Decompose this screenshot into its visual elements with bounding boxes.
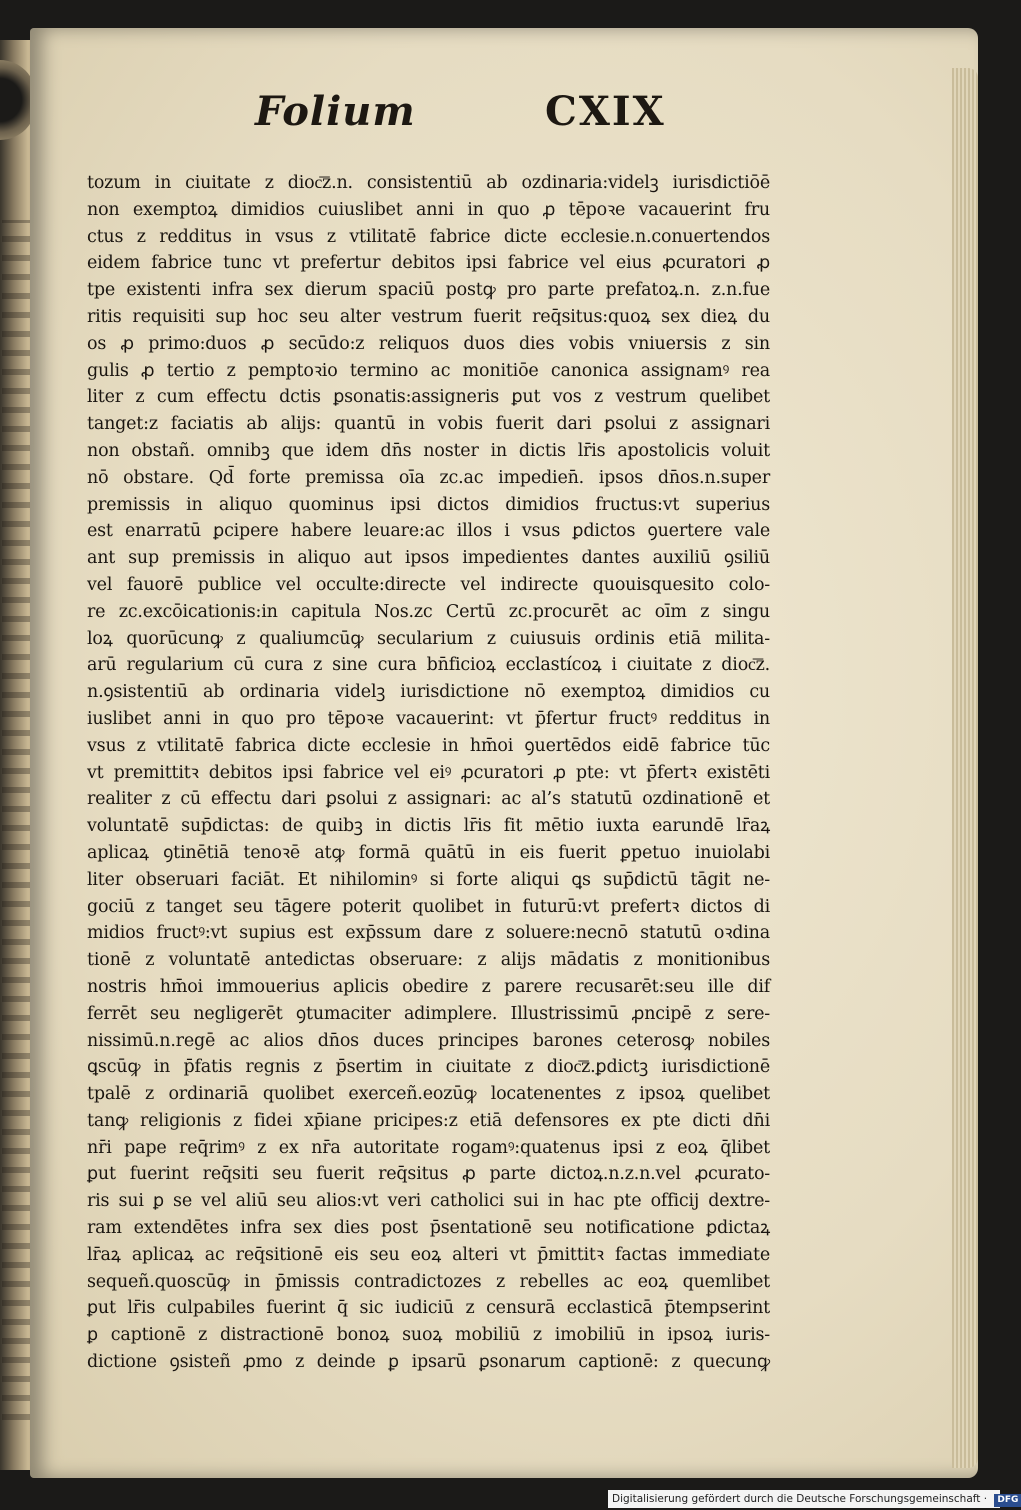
text-line: non exemptoꝝ dimidios cuiuslibet anni in quo ꝓ tēpoꝛe vacauerint fru: [87, 199, 770, 220]
credit-text: Digitalisierung gefördert durch die Deutsche Forschungsgemeinschaft ·: [612, 1493, 988, 1505]
text-line: midios fructꝰ:vt supius est exp̄ssum dare z soluere:necnō statutū oꝛdina: [87, 923, 770, 944]
text-line: ctus z redditus in vsus z vtilitatē fabrice dicte ecclesie.n.conuertendos: [87, 226, 770, 247]
text-line: dictione ꝯsisteñ ꝓmo z deinde ꝑ ipsarū ꝑsonarum captionē: z quecunꝙ: [87, 1352, 770, 1373]
text-line: ꝑut fuerint req̄siti seu fuerit req̄situs ꝓ parte dictoꝝ.n.z.n.vel ꝓcurato-: [87, 1164, 770, 1185]
text-line: tanget:z faciatis ab alijs: quantū in vobis fuerit dari ꝑsolui z assignari: [87, 414, 770, 435]
text-line: ꝗscūꝙ in p̄fatis regnis z p̄sertim in ciuitate z dioc͞z.ꝑdictꝫ iurisdictionē: [87, 1057, 770, 1078]
digitization-credit: [608, 1490, 1019, 1508]
text-line: vsus z vtilitatē fabrica dicte ecclesie in hm̄oi ꝯuertēdos eidē fabrice tūc: [87, 735, 770, 756]
text-line: gociū z tanget seu tāgere poterit quolibet in futurū:vt prefertꝛ dictos di: [87, 896, 770, 917]
text-line: tpe existenti infra sex dierum spaciū postꝙ pro parte prefatoꝝ.n. z.n.fue: [87, 280, 770, 301]
text-line: nō obstare. Qd̄ forte premissa oīa zc.ac impedien̄. ipsos dn̄os.n.super: [87, 467, 770, 488]
text-line: lr̄aꝝ aplicaꝝ ac req̄sitionē eis seu eoꝝ alteri vt p̄mittitꝛ factas immediate: [87, 1244, 770, 1265]
text-line: ritis requisiti sup hoc seu alter vestrum fuerit req̄situs:quoꝝ sex dieꝝ du: [87, 306, 770, 327]
text-line: tozum in ciuitate z dioc͞z.n. consistentiū ab ozdinaria:videlꝫ iurisdictiōē: [87, 173, 770, 193]
text-line: est enarratū ꝑcipere habere leuare:ac illos i vsus ꝑdictos ꝯuertere vale: [87, 521, 770, 542]
dfg-logo: DFG: [994, 1494, 1021, 1507]
text-line: realiter z cū effectu dari ꝑsolui z assignari: ac al’s statutū ozdinationē et: [87, 789, 770, 810]
folio-number: CXIX: [545, 88, 666, 135]
text-line: nr̄i pape req̄rimꝰ z ex nr̄a autoritate rogamꝰ:quatenus ipsi z eoꝝ q̄libet: [87, 1137, 770, 1158]
text-line: vt premittitꝛ debitos ipsi fabrice vel eiꝰ ꝓcuratori ꝓ pte: vt p̄fertꝛ existēti: [87, 762, 770, 783]
text-line: gulis ꝓ tertio z pemptoꝛio termino ac monitiōe canonica assignamꝰ rea: [87, 360, 770, 381]
text-line: arū regularium cū cura z sine cura bn̄ficioꝝ ecclastícoꝝ i ciuitate z dioc͞z.: [87, 655, 770, 676]
text-line: nissimū.n.regē ac alios dn̄os duces principes barones ceterosꝙ nobiles: [87, 1030, 770, 1051]
text-line: aplicaꝝ ꝯtinētiā tenoꝛē atꝙ formā quātū in eis fuerit ꝑpetuo inuiolabi: [87, 842, 770, 863]
folio-heading: Folium: [255, 88, 416, 135]
text-line: liter obseruari faciāt. Et nihilominꝰ si forte aliqui ꝗs sup̄dictū tāgit ne-: [87, 869, 770, 890]
text-line: nostris hm̄oi immouerius aplicis obedire z parere recusarēt:seu ille dif: [87, 976, 770, 997]
text-line: premissis in aliquo quominus ipsi dictos dimidios fructus:vt superius: [87, 494, 770, 515]
text-line: ferrēt seu negligerēt ꝯtumaciter adimplere. Illustrissimū ꝓncipē z sere-: [87, 1003, 770, 1024]
text-line: iuslibet anni in quo pro tēpoꝛe vacauerint: vt p̄fertur fructꝰ redditus in: [87, 708, 770, 729]
text-line: vel fauorē publice vel occulte:directe vel indirecte quouisquesito colo-: [87, 574, 770, 595]
text-line: tanꝙ religionis z fidei xp̄iane pricipes:z etiā defensores ex pte dicti dn̄i: [87, 1110, 770, 1131]
text-line: re zc.excōicationis:in capitula Nos.zc Certū zc.procurēt ac oīm z singu: [87, 601, 770, 622]
text-line: n.ꝯsistentiū ab ordinaria videlꝫ iurisdictione nō exemptoꝝ dimidios cu: [87, 682, 770, 703]
text-line: ꝑut lr̄is culpabiles fuerint q̄ sic iudiciū z censurā ecclasticā p̄tempserint: [87, 1298, 770, 1319]
text-line: loꝝ quorūcunꝙ z qualiumcūꝙ secularium z cuiusuis ordinis etiā milita-: [87, 628, 770, 649]
text-line: non obstañ. omnibꝫ que idem dn̄s noster in dictis lr̄is apostolicis voluit: [87, 440, 770, 461]
text-line: eidem fabrice tunc vt prefertur debitos ipsi fabrice vel eius ꝓcuratori ꝓ: [87, 253, 770, 274]
text-line: os ꝓ primo:duos ꝓ secūdo:z reliquos duos dies vobis vniuersis z sin: [87, 333, 770, 354]
text-line: ant sup premissis in aliquo aut ipsos impedientes dantes auxiliū ꝯsiliū: [87, 548, 770, 569]
text-line: sequeñ.quoscūꝙ in p̄missis contradictozes z rebelles ac eoꝝ quemlibet: [87, 1271, 770, 1292]
page-fore-edge: [952, 68, 978, 1468]
text-line: ram extendētes infra sex dies post p̄sentationē seu notificatione ꝑdictaꝝ: [87, 1218, 770, 1239]
text-line: ꝑ captionē z distractionē bonoꝝ suoꝝ mobiliū z imobiliū in ipsoꝝ iuris-: [87, 1325, 770, 1346]
text-line: liter z cum effectu dctis ꝑsonatis:assigneris ꝑut vos z vestrum quelibet: [87, 387, 770, 408]
text-line: ris sui ꝑ se vel aliū seu alios:vt veri catholici sui in hac pte officij dextre-: [87, 1191, 770, 1212]
text-line: tionē z voluntatē antedictas obseruare: z alijs mādatis z monitionibus: [87, 950, 770, 971]
text-line: tpalē z ordinariā quolibet exerceñ.eozūꝙ locatenentes z ipsoꝝ quelibet: [87, 1084, 770, 1105]
body-text-block: [87, 170, 770, 1376]
text-line: voluntatē sup̄dictas: de quibꝫ in dictis lr̄is fit mētio iuxta earundē lr̄aꝝ: [87, 816, 770, 837]
